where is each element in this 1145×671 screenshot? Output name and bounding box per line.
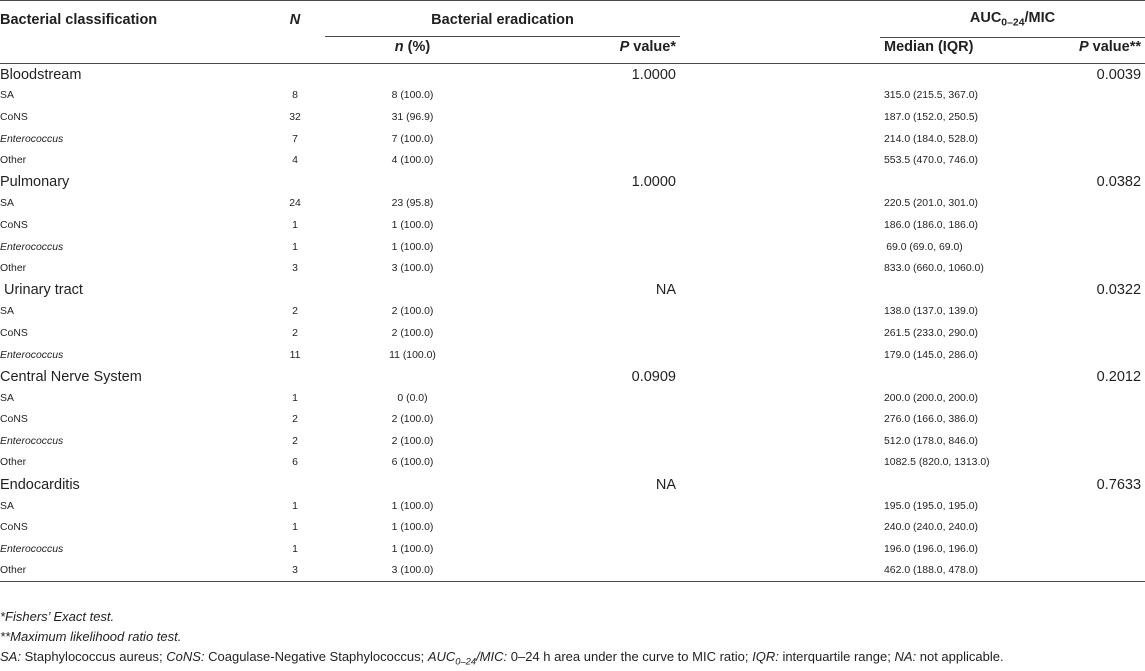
section-eradication xyxy=(325,366,500,388)
row-eradication: 2 (100.0) xyxy=(391,414,434,426)
table-row xyxy=(0,258,1145,280)
row-n: 1 xyxy=(292,392,298,404)
row-p-auc xyxy=(1025,452,1145,474)
row-gap xyxy=(680,150,880,172)
row-p-eradication xyxy=(500,409,680,431)
row-label: Enterococcus xyxy=(0,241,64,253)
row-p-eradication xyxy=(500,539,680,561)
footnotes xyxy=(0,607,1145,671)
row-p-eradication xyxy=(500,193,680,215)
footnote-segment: NA: xyxy=(894,649,917,664)
row-p-eradication xyxy=(500,150,680,172)
section-n xyxy=(265,64,325,86)
table-row xyxy=(0,560,1145,582)
footnote-abbreviations xyxy=(0,647,1145,671)
section-gap xyxy=(680,64,880,86)
row-p-auc xyxy=(1025,258,1145,280)
row-label: CoNS xyxy=(0,111,28,123)
row-median-iqr: 186.0 (186.0, 186.0) xyxy=(884,219,979,231)
row-median-iqr: 179.0 (145.0, 286.0) xyxy=(884,349,979,361)
row-p-eradication xyxy=(500,258,680,280)
row-median-iqr: 187.0 (152.0, 250.5) xyxy=(884,111,979,123)
row-p-eradication xyxy=(500,85,680,107)
row-n: 2 xyxy=(292,306,298,318)
row-eradication: 7 (100.0) xyxy=(391,133,434,145)
row-label: Enterococcus xyxy=(0,349,64,361)
row-label: SA xyxy=(0,306,14,318)
row-n: 1 xyxy=(292,500,298,512)
row-label: CoNS xyxy=(0,219,28,231)
row-gap xyxy=(680,387,880,409)
row-label: Enterococcus xyxy=(0,543,64,555)
row-median-iqr: 276.0 (166.0, 386.0) xyxy=(884,414,979,426)
section-gap xyxy=(680,171,880,193)
table-row xyxy=(0,452,1145,474)
row-p-auc xyxy=(1025,431,1145,453)
section-gap xyxy=(680,366,880,388)
section-n xyxy=(265,366,325,388)
subheader-p-value-1: P value* xyxy=(619,39,676,55)
row-eradication: 1 (100.0) xyxy=(391,522,434,534)
row-label: SA xyxy=(0,198,14,210)
row-eradication: 1 (100.0) xyxy=(391,241,434,253)
header-n: N xyxy=(289,12,301,28)
header-auc-main: AUC xyxy=(969,10,1002,27)
row-gap xyxy=(680,236,880,258)
section-median xyxy=(880,474,1025,496)
row-p-auc xyxy=(1025,215,1145,237)
footnote-likelihood: **Maximum likelihood ratio test. xyxy=(0,629,182,644)
row-gap xyxy=(680,560,880,582)
row-gap xyxy=(680,344,880,366)
row-gap xyxy=(680,517,880,539)
section-n xyxy=(265,279,325,301)
table-body xyxy=(0,64,1145,582)
row-n: 11 xyxy=(289,349,301,361)
row-eradication: 11 (100.0) xyxy=(389,349,436,361)
section-median xyxy=(880,279,1025,301)
row-eradication: 1 (100.0) xyxy=(391,219,434,231)
table-row xyxy=(0,193,1145,215)
section-p-auc: 0.0382 xyxy=(1096,174,1142,191)
row-n: 2 xyxy=(292,435,298,447)
row-gap xyxy=(680,452,880,474)
row-p-auc xyxy=(1025,539,1145,561)
row-label: SA xyxy=(0,392,14,404)
row-median-iqr: 833.0 (660.0, 1060.0) xyxy=(884,263,984,275)
row-p-auc xyxy=(1025,107,1145,129)
row-p-eradication xyxy=(500,344,680,366)
section-p-auc: 0.7633 xyxy=(1096,476,1142,493)
table-row xyxy=(0,128,1145,150)
section-name: Central Nerve System xyxy=(0,368,142,385)
row-n: 4 xyxy=(292,155,298,167)
section-median xyxy=(880,64,1025,86)
section-name: Urinary tract xyxy=(4,282,83,299)
row-label: Other xyxy=(0,457,27,469)
section-eradication xyxy=(325,171,500,193)
table-row xyxy=(0,215,1145,237)
row-p-auc xyxy=(1025,150,1145,172)
row-eradication: 2 (100.0) xyxy=(391,306,434,318)
row-p-eradication xyxy=(500,387,680,409)
row-p-auc xyxy=(1025,236,1145,258)
row-p-auc xyxy=(1025,517,1145,539)
row-n: 3 xyxy=(292,565,298,577)
section-p-auc: 0.0039 xyxy=(1096,66,1142,83)
row-gap xyxy=(680,409,880,431)
row-p-auc xyxy=(1025,344,1145,366)
table-header xyxy=(0,1,1145,64)
row-label: CoNS xyxy=(0,327,28,339)
row-gap xyxy=(680,107,880,129)
row-median-iqr: 512.0 (178.0, 846.0) xyxy=(884,435,979,447)
row-p-eradication xyxy=(500,323,680,345)
section-p-eradication: NA xyxy=(655,282,676,299)
row-p-auc xyxy=(1025,85,1145,107)
table-row xyxy=(0,150,1145,172)
row-label: Other xyxy=(0,155,27,167)
section-row xyxy=(0,474,1145,496)
row-p-eradication xyxy=(500,517,680,539)
section-p-eradication: 0.0909 xyxy=(631,368,676,385)
row-p-auc xyxy=(1025,323,1145,345)
table-row xyxy=(0,539,1145,561)
row-n: 1 xyxy=(292,241,298,253)
row-eradication: 2 (100.0) xyxy=(391,327,434,339)
header-auc-sub: 0–24 xyxy=(1001,17,1025,29)
section-name: Endocarditis xyxy=(0,476,80,493)
row-median-iqr: 214.0 (184.0, 528.0) xyxy=(884,133,979,145)
section-p-eradication: NA xyxy=(655,476,676,493)
row-p-auc xyxy=(1025,560,1145,582)
row-gap xyxy=(680,301,880,323)
section-p-auc: 0.0322 xyxy=(1096,282,1142,299)
row-median-iqr: 553.5 (470.0, 746.0) xyxy=(884,155,979,167)
header-row-1 xyxy=(0,1,1145,40)
table-row xyxy=(0,387,1145,409)
section-name: Pulmonary xyxy=(0,174,70,191)
section-eradication xyxy=(325,64,500,86)
row-p-eradication xyxy=(500,452,680,474)
section-gap xyxy=(680,474,880,496)
section-eradication xyxy=(325,474,500,496)
row-median-iqr: 1082.5 (820.0, 1313.0) xyxy=(884,457,990,469)
table-row xyxy=(0,409,1145,431)
subheader-p-value-2: P value** xyxy=(1078,39,1142,55)
footnote-segment: not applicable. xyxy=(916,649,1004,664)
row-median-iqr: 138.0 (137.0, 139.0) xyxy=(884,306,979,318)
row-label: CoNS xyxy=(0,522,28,534)
row-label: SA xyxy=(0,500,14,512)
row-gap xyxy=(680,495,880,517)
row-p-auc xyxy=(1025,128,1145,150)
section-p-auc: 0.2012 xyxy=(1096,368,1142,385)
section-name: Bloodstream xyxy=(0,66,82,83)
row-eradication: 0 (0.0) xyxy=(397,392,428,404)
row-n: 2 xyxy=(292,327,298,339)
footnote-segment: IQR: xyxy=(752,649,779,664)
table-row xyxy=(0,107,1145,129)
row-label: Other xyxy=(0,263,27,275)
row-median-iqr: 315.0 (215.5, 367.0) xyxy=(884,90,979,102)
row-n: 8 xyxy=(292,90,298,102)
row-n: 6 xyxy=(292,457,298,469)
table-row xyxy=(0,236,1145,258)
section-row xyxy=(0,366,1145,388)
row-gap xyxy=(680,323,880,345)
footnote-segment: /MIC: xyxy=(476,649,508,664)
footnote-segment: SA: xyxy=(0,649,21,664)
footnote-segment: Coagulase-Negative Staphylococcus; xyxy=(204,649,428,664)
row-p-eradication xyxy=(500,560,680,582)
row-median-iqr: 69.0 (69.0, 69.0) xyxy=(886,241,963,253)
footnote-segment: interquartile range; xyxy=(778,649,895,664)
header-bacterial-eradication: Bacterial eradication xyxy=(325,1,680,40)
header-classification: Bacterial classification xyxy=(0,12,158,28)
row-gap xyxy=(680,431,880,453)
row-n: 2 xyxy=(292,414,298,426)
row-median-iqr: 240.0 (240.0, 240.0) xyxy=(884,522,979,534)
section-median xyxy=(880,366,1025,388)
row-p-eradication xyxy=(500,495,680,517)
row-p-eradication xyxy=(500,107,680,129)
row-n: 32 xyxy=(289,111,301,123)
row-n: 3 xyxy=(292,263,298,275)
footnote-segment: CoNS: xyxy=(166,649,205,664)
row-p-auc xyxy=(1025,495,1145,517)
row-p-eradication xyxy=(500,128,680,150)
footnote-segment: 0–24 xyxy=(455,656,477,667)
row-median-iqr: 195.0 (195.0, 195.0) xyxy=(884,500,979,512)
footnote-segment: 0–24 h area under the curve to MIC ratio; xyxy=(507,649,753,664)
row-p-eradication xyxy=(500,431,680,453)
row-p-auc xyxy=(1025,301,1145,323)
row-n: 1 xyxy=(292,219,298,231)
row-p-auc xyxy=(1025,387,1145,409)
header-auc-mic xyxy=(880,1,1145,40)
footnote-segment: Staphylococcus aureus; xyxy=(20,649,167,664)
row-eradication: 2 (100.0) xyxy=(391,435,434,447)
section-row xyxy=(0,279,1145,301)
row-eradication: 31 (96.9) xyxy=(391,111,434,123)
row-p-eradication xyxy=(500,301,680,323)
row-median-iqr: 220.5 (201.0, 301.0) xyxy=(884,198,979,210)
table-row xyxy=(0,517,1145,539)
row-gap xyxy=(680,85,880,107)
table-row xyxy=(0,344,1145,366)
section-eradication xyxy=(325,279,500,301)
footnote-fishers: *Fishers’ Exact test. xyxy=(0,609,115,624)
row-n: 1 xyxy=(292,522,298,534)
row-label: Enterococcus xyxy=(0,133,64,145)
row-p-eradication xyxy=(500,215,680,237)
row-gap xyxy=(680,258,880,280)
header-row-2 xyxy=(0,39,1145,64)
table-row xyxy=(0,85,1145,107)
section-row xyxy=(0,64,1145,86)
row-label: SA xyxy=(0,90,14,102)
subheader-median-iqr: Median (IQR) xyxy=(884,39,974,55)
row-eradication: 1 (100.0) xyxy=(391,500,434,512)
row-median-iqr: 261.5 (233.0, 290.0) xyxy=(884,327,979,339)
row-label: Enterococcus xyxy=(0,435,64,447)
row-median-iqr: 462.0 (188.0, 478.0) xyxy=(884,565,979,577)
row-eradication: 6 (100.0) xyxy=(391,457,434,469)
row-label: CoNS xyxy=(0,414,28,426)
row-gap xyxy=(680,128,880,150)
row-p-auc xyxy=(1025,193,1145,215)
table-row xyxy=(0,301,1145,323)
section-p-eradication: 1.0000 xyxy=(631,174,676,191)
row-n: 24 xyxy=(289,198,301,210)
section-row xyxy=(0,171,1145,193)
section-median xyxy=(880,171,1025,193)
row-median-iqr: 196.0 (196.0, 196.0) xyxy=(884,543,979,555)
section-gap xyxy=(680,279,880,301)
row-median-iqr: 200.0 (200.0, 200.0) xyxy=(884,392,979,404)
row-gap xyxy=(680,215,880,237)
row-eradication: 4 (100.0) xyxy=(391,155,434,167)
row-p-auc xyxy=(1025,409,1145,431)
footnote-segment: AUC xyxy=(427,649,456,664)
row-label: Other xyxy=(0,565,27,577)
row-gap xyxy=(680,539,880,561)
row-eradication: 23 (95.8) xyxy=(391,198,434,210)
subheader-n-percent: n (%) xyxy=(394,39,431,55)
table-row xyxy=(0,495,1145,517)
row-p-eradication xyxy=(500,236,680,258)
section-p-eradication: 1.0000 xyxy=(631,66,676,83)
table-row xyxy=(0,431,1145,453)
row-n: 7 xyxy=(292,133,298,145)
row-eradication: 1 (100.0) xyxy=(391,543,434,555)
header-auc-tail: /MIC xyxy=(1024,10,1056,27)
section-n xyxy=(265,171,325,193)
table-row xyxy=(0,323,1145,345)
row-n: 1 xyxy=(292,543,298,555)
row-gap xyxy=(680,193,880,215)
row-eradication: 8 (100.0) xyxy=(391,90,434,102)
section-n xyxy=(265,474,325,496)
row-eradication: 3 (100.0) xyxy=(391,263,434,275)
row-eradication: 3 (100.0) xyxy=(391,565,434,577)
